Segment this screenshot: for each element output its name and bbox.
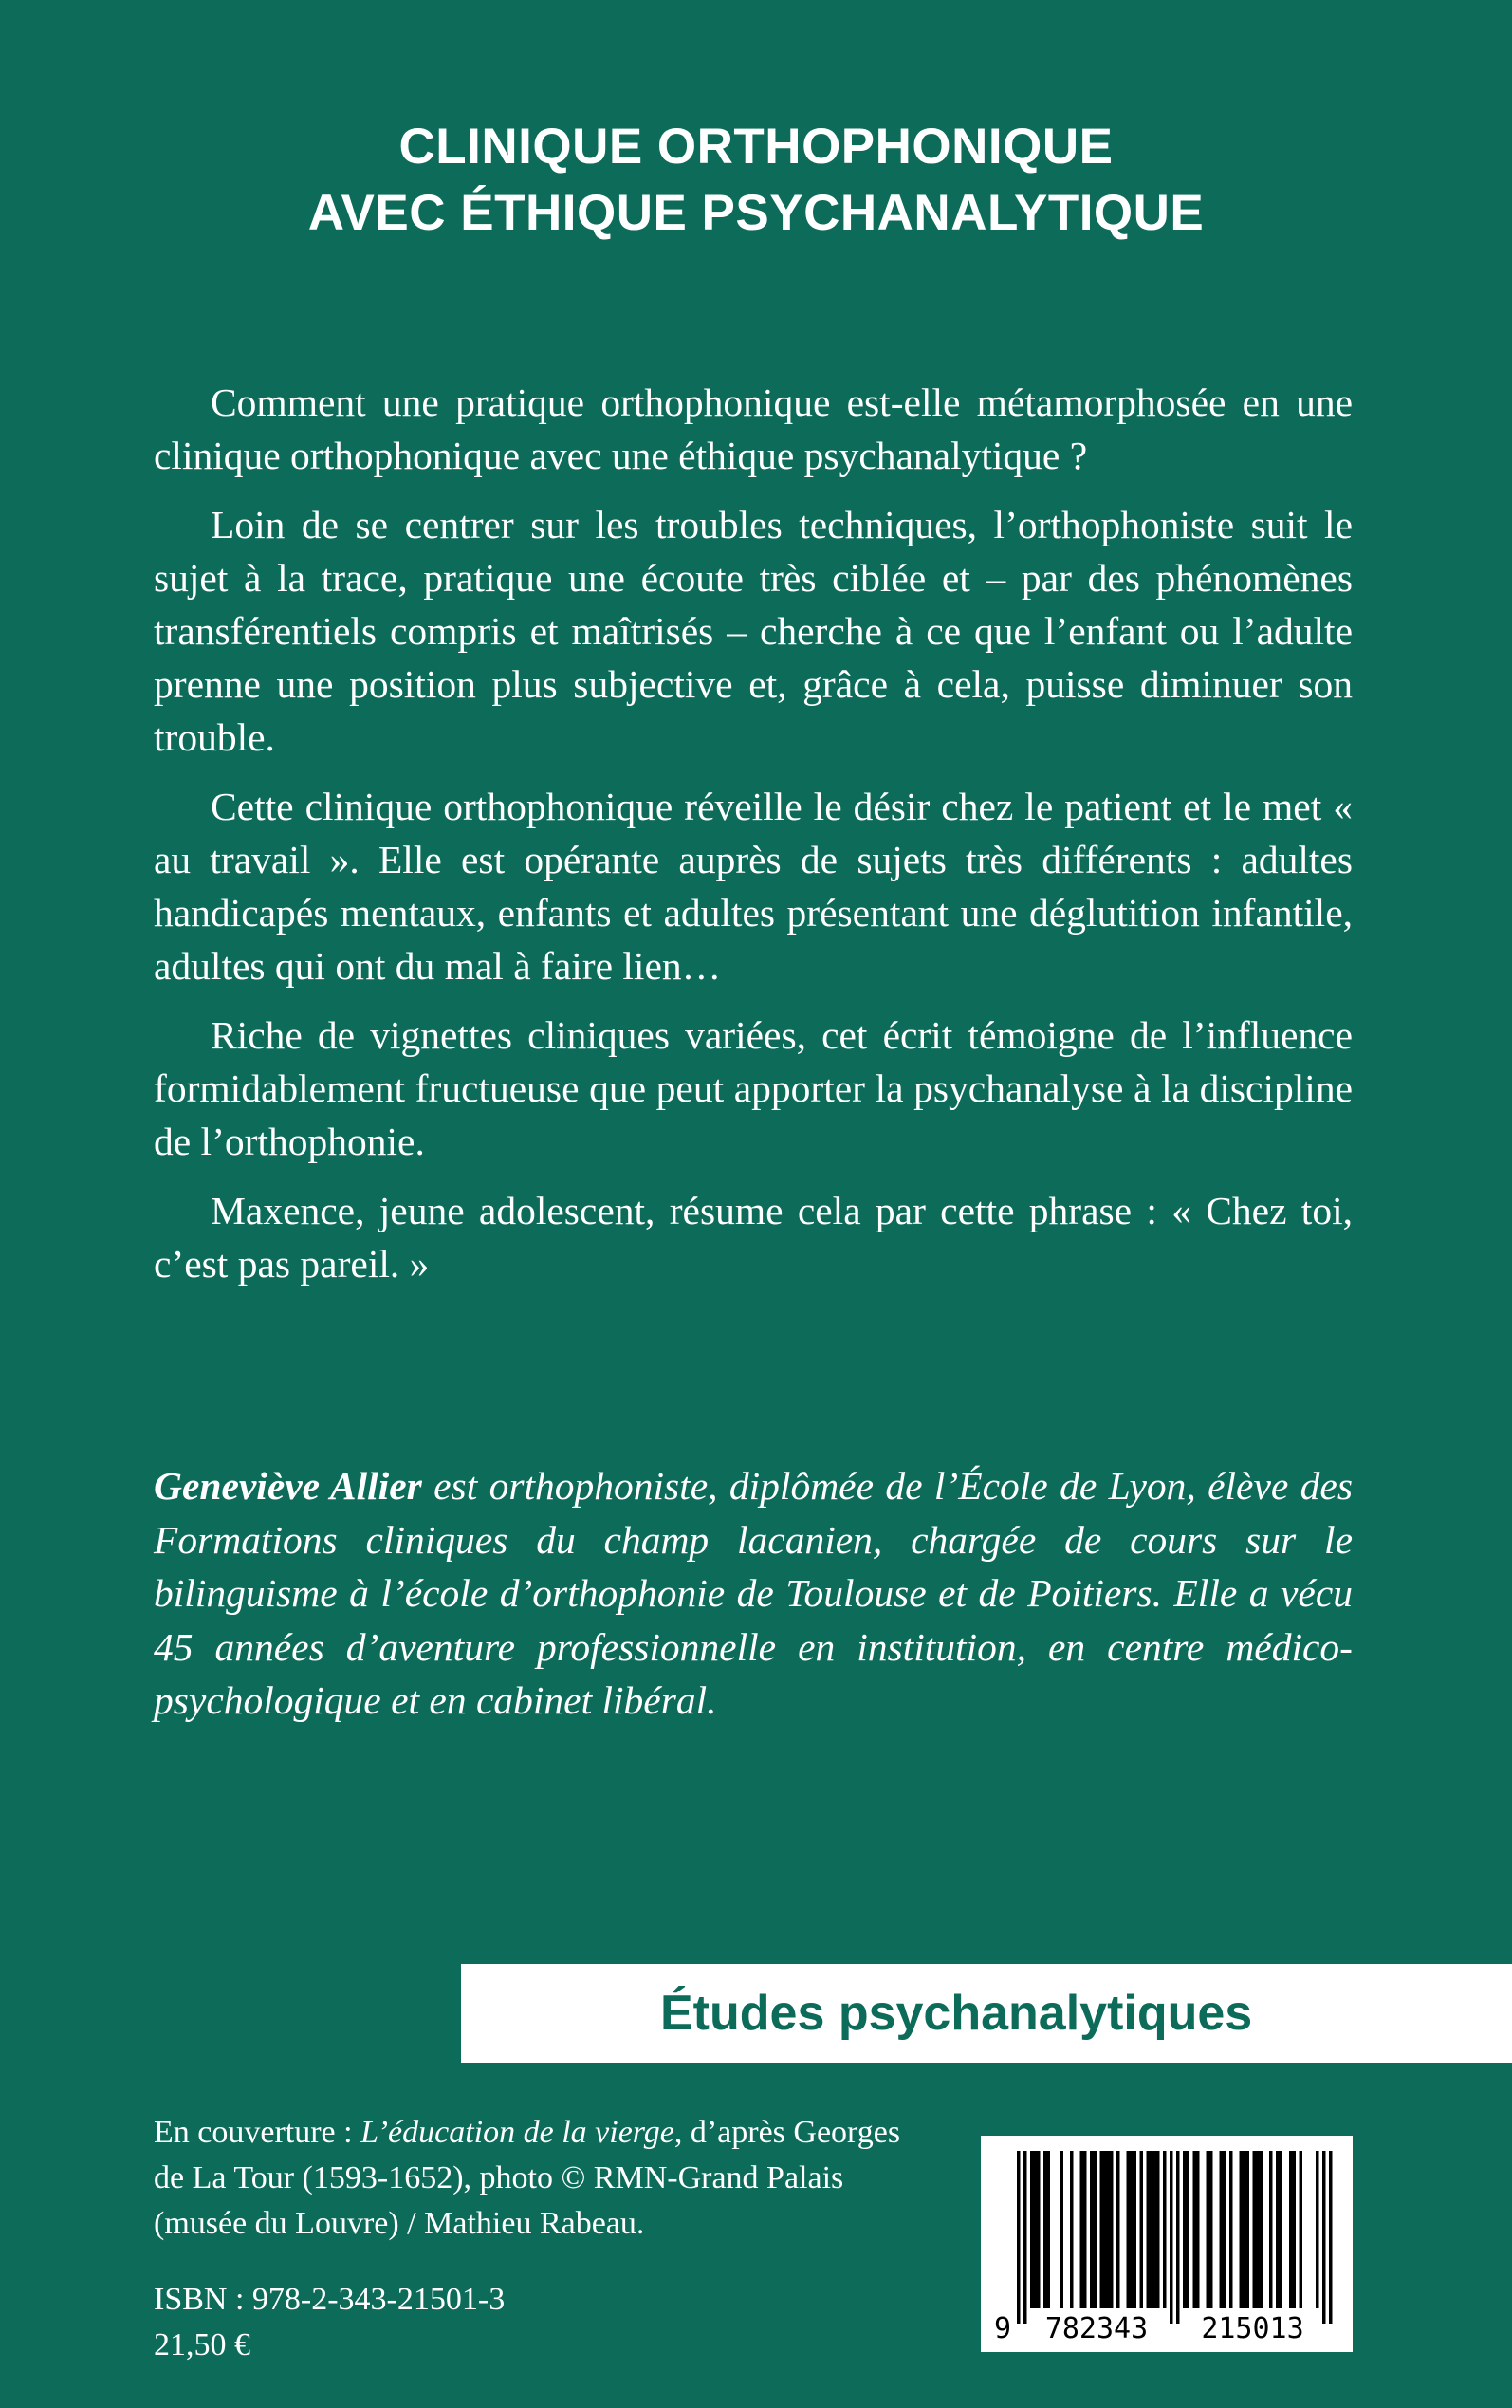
barcode-bar: [1183, 2151, 1187, 2308]
book-title-line-1: CLINIQUE ORTHOPHONIQUE: [398, 119, 1114, 175]
barcode-bar: [1229, 2151, 1233, 2308]
barcode-bar: [1316, 2151, 1319, 2308]
collection-label: Études psychanalytiques: [660, 1986, 1253, 2041]
credits-prefix: En couverture :: [154, 2115, 361, 2150]
barcode-bar: [1293, 2151, 1297, 2308]
barcode-bar: [1170, 2151, 1173, 2324]
barcode-bar: [1322, 2151, 1326, 2324]
barcode-bar: [1240, 2151, 1244, 2308]
summary-paragraph-5: Maxence, jeune adolescent, résume cela par cette phrase : « Chez toi, c’est pas pareil. »: [154, 1189, 1353, 1286]
barcode-bar: [1080, 2151, 1084, 2308]
barcode-digits: 782343: [1044, 2312, 1149, 2345]
barcode-bar: [1090, 2151, 1094, 2308]
barcode-bar: [1329, 2151, 1333, 2324]
book-title-line-2: AVEC ÉTHIQUE PSYCHANALYTIQUE: [307, 185, 1205, 241]
barcode-bar: [1220, 2151, 1224, 2308]
barcode-bar: [1100, 2151, 1104, 2308]
summary-paragraph-3: Cette clinique orthophonique réveille le désir chez le patient et le met « au travail ». Elle est opérante auprès de sujets très différents : adultes handicapés mentaux, enfants et adultes présentant une déglutition infantile, adultes qui ont du mal à faire lien…: [154, 785, 1353, 988]
barcode-bar: [1070, 2151, 1074, 2308]
barcode-bar: [1023, 2151, 1027, 2324]
cover-credits: [154, 2110, 913, 2247]
barcode-bar: [1030, 2151, 1034, 2308]
barcode-bar: [1147, 2151, 1151, 2308]
barcode-bar: [1243, 2151, 1246, 2308]
barcode-bar: [1156, 2151, 1160, 2308]
barcode-bar: [1037, 2151, 1041, 2308]
barcode-digits: 9: [993, 2312, 1011, 2345]
barcode-bar: [1043, 2151, 1047, 2308]
summary-paragraph-2: Loin de se centrer sur les troubles techniques, l’orthophoniste suit le sujet à la trace, pratique une écoute très ciblée et – par des phénomènes transférentiels compris et maîtrisés – cherche à ce que l’enfant ou l’adulte prenne une position plus subjective et, grâce à cela, puisse diminuer son trouble.: [154, 503, 1353, 759]
price: 21,50 €: [154, 2327, 250, 2362]
barcode-bar: [1083, 2151, 1087, 2308]
barcode-bar: [1134, 2151, 1137, 2308]
credits-rest: , d’après Georges de La Tour (1593-1652), photo © RMN-Grand Palais (musée du Louvre) / Mathieu Rabeau.: [154, 2115, 901, 2241]
barcode-bar: [1269, 2151, 1273, 2308]
barcode-bar: [1196, 2151, 1200, 2308]
collection-band: [461, 1964, 1512, 2063]
book-summary: [154, 376, 1353, 1306]
author-name: Geneviève Allier: [154, 1464, 422, 1508]
barcode-bar: [1223, 2151, 1226, 2308]
author-bio: [154, 1459, 1353, 1728]
barcode-bar: [1094, 2151, 1097, 2308]
barcode-bar: [1060, 2151, 1064, 2308]
credits-artwork-title: L’éducation de la vierge: [360, 2115, 674, 2150]
barcode-bar: [1300, 2151, 1303, 2308]
barcode-bar: [1256, 2151, 1260, 2308]
barcode-bar: [1107, 2151, 1111, 2308]
summary-paragraph-4: Riche de vignettes cliniques variées, cet écrit témoigne de l’influence formidablement fructueuse que peut apporter la psychanalyse à la discipline de l’orthophonie.: [154, 1013, 1353, 1163]
barcode-bar: [1150, 2151, 1153, 2308]
barcode-bar: [1116, 2151, 1120, 2308]
isbn: ISBN : 978-2-343-21501-3: [154, 2282, 506, 2317]
barcode-digits: 215013: [1201, 2312, 1304, 2345]
barcode-bar: [1153, 2151, 1157, 2308]
barcode-bar: [1047, 2151, 1051, 2308]
barcode-bar: [1176, 2151, 1180, 2324]
barcode-bar: [1103, 2151, 1107, 2308]
barcode-bar: [1130, 2151, 1134, 2308]
barcode-bar: [1289, 2151, 1293, 2308]
barcode-bar: [1110, 2151, 1114, 2308]
author-bio-text: est orthophoniste, diplômée de l’École de Lyon, élève des Formations cliniques du champ lacanien, chargée de cours sur le bilinguisme à l’école d’orthophonie de Toulouse et de Poitiers. Elle a vécu 45 années d’aventure professionnelle en institution, en centre médico-psychologique et en cabinet libéral.: [154, 1464, 1353, 1722]
barcode-bar: [1207, 2151, 1210, 2308]
barcode-bar: [1253, 2151, 1257, 2308]
barcode-graphic: [981, 2136, 1353, 2352]
barcode-bar: [1209, 2151, 1213, 2308]
summary-paragraph-1: Comment une pratique orthophonique est-elle métamorphosée en une clinique orthophonique avec une éthique psychanalytique ?: [154, 380, 1353, 477]
barcode-bar: [1260, 2151, 1263, 2308]
barcode-bar: [1163, 2151, 1167, 2308]
barcode-bar: [1187, 2151, 1190, 2308]
barcode-bar: [1246, 2151, 1250, 2308]
barcode-bar: [1140, 2151, 1144, 2308]
barcode: [981, 2136, 1353, 2352]
barcode-bar: [1276, 2151, 1280, 2308]
barcode-bar: [1017, 2151, 1021, 2324]
barcode-bar: [1280, 2151, 1283, 2308]
barcode-bar: [1034, 2151, 1038, 2308]
book-title: [0, 114, 1512, 247]
barcode-bar: [1127, 2151, 1131, 2308]
barcode-bar: [1193, 2151, 1197, 2308]
